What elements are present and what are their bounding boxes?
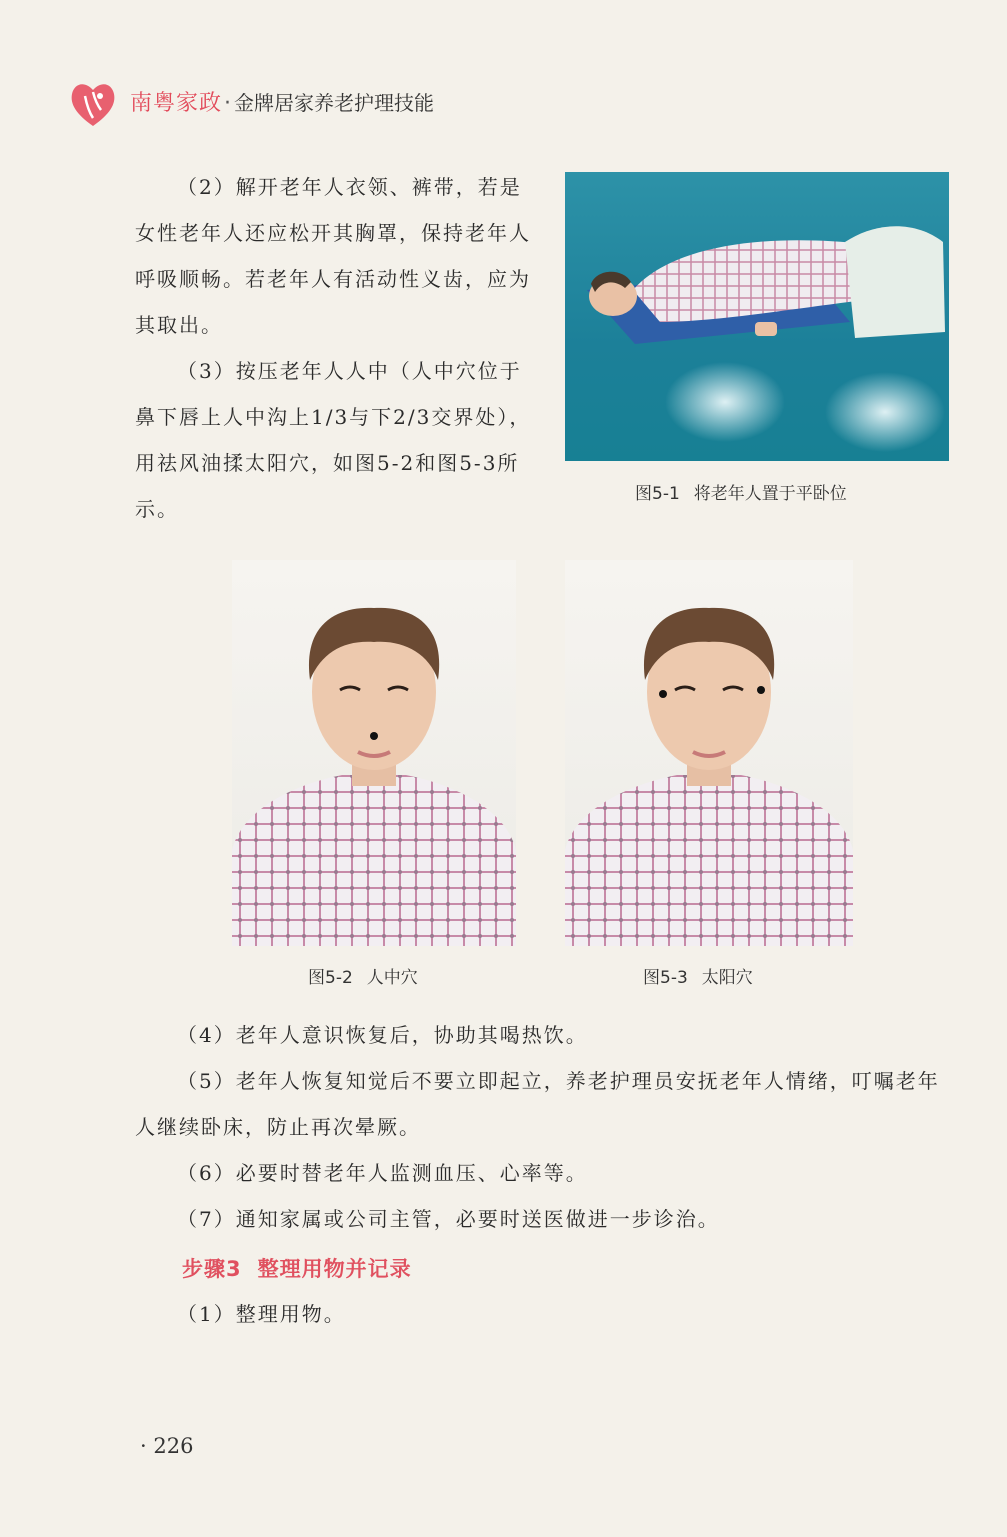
book-title: 金牌居家养老护理技能 [234,91,435,115]
figure-5-1-caption [635,479,847,504]
paragraph-step-3: （3）按压老年人人中（人中穴位于鼻下唇上人中沟上1/3与下2/3交界处），用祛风油揉太阳穴，如图5-2和图5-3所示。 [135,359,532,521]
figure-5-1-photo [565,172,949,461]
figure-5-3-number: 图5-3 [643,968,688,988]
figure-5-2-caption [308,963,418,988]
figure-5-2-number: 图5-2 [308,968,353,988]
step-label: 步骤3 [182,1257,242,1281]
bottom-text-column [135,1012,955,1242]
figure-5-1-number: 图5-1 [635,484,680,504]
page-number: · 226 [140,1434,194,1458]
figure-5-3-title: 太阳穴 [701,968,753,988]
step-3-heading [182,1253,412,1283]
figure-5-1-title: 将老年人置于平卧位 [693,484,847,504]
paragraph-tidy-up: （1）整理用物。 [177,1302,346,1326]
header-separator: · [224,91,233,116]
figure-5-3-photo [565,560,853,946]
publisher-logo [68,78,118,130]
figure-5-2-title: 人中穴 [366,968,418,988]
step-title: 整理用物并记录 [257,1257,412,1281]
final-text [135,1291,955,1337]
paragraph-step-4: （4）老年人意识恢复后，协助其喝热饮。 [177,1023,588,1047]
paragraph-step-6: （6）必要时替老年人监测血压、心率等。 [177,1161,588,1185]
figure-5-3-caption [643,963,753,988]
paragraph-step-5: （5）老年人恢复知觉后不要立即起立，养老护理员安抚老年人情绪，叮嘱老年人继续卧床，防止再次晕厥。 [135,1069,940,1139]
paragraph-step-7: （7）通知家属或公司主管，必要时送医做进一步诊治。 [177,1207,720,1231]
figure-5-2-photo [232,560,516,946]
paragraph-step-2: （2）解开老年人衣领、裤带，若是女性老年人还应松开其胸罩，保持老年人呼吸顺畅。若老年人有活动性义齿，应为其取出。 [135,175,531,337]
running-header [130,86,434,117]
top-text-column [135,164,535,532]
brand-name: 南粤家政 [130,91,223,116]
